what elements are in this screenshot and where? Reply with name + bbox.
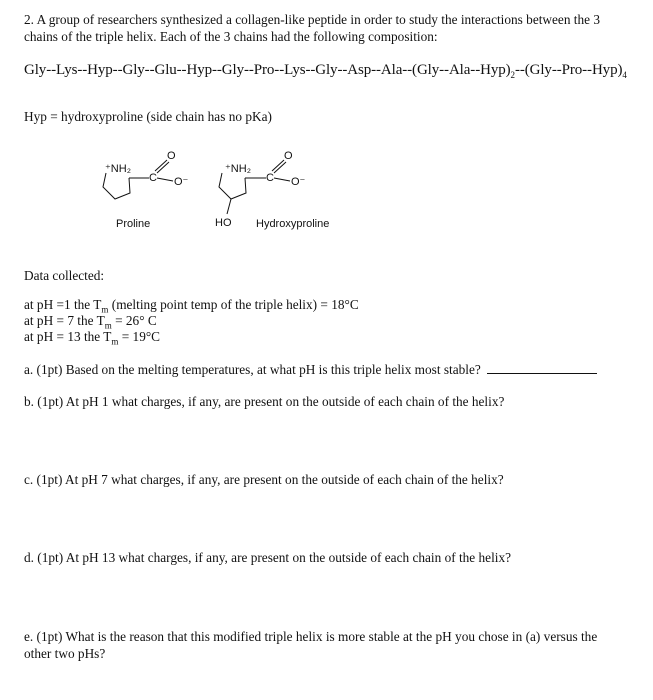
proline-oxygen-top: O [167,150,176,162]
hydroxyproline-oxygen-minus: O⁻ [291,176,306,188]
question-b: b. (1pt) At pH 1 what charges, if any, are present on the outside of each chain of the helix? [24,394,505,409]
hydroxyproline-carbon: C [266,172,274,184]
question-a-text: a. (1pt) Based on the melting temperatures, at what pH is this triple helix most stable? [24,362,481,377]
hydroxyproline-hydroxyl: HO [215,217,232,229]
proline-name: Proline [116,218,151,230]
hydroxyproline-name: Hydroxyproline [256,218,330,230]
sequence-subscript-1: 2 [510,70,515,80]
hydroxyproline-bond-oh [227,199,231,214]
data-line-ph13-post: = 19°C [118,329,161,344]
sequence-part-1: Gly--Lys--Hyp--Gly--Glu--Hyp--Gly--Pro--Lys--Gly--Asp--Ala--(Gly--Ala--Hyp) [24,62,511,78]
hydroxyproline-oxygen-top: O [284,150,293,162]
data-line-ph1-sub: m [101,304,109,315]
proline-amine: ⁺NH₂ [105,163,131,175]
peptide-sequence [24,62,627,80]
question-c: c. (1pt) At pH 7 what charges, if any, are present on the outside of each chain of the helix? [24,472,504,487]
hyp-definition: Hyp = hydroxyproline (side chain has no pKa) [24,109,272,124]
data-line-ph7-sub: m [104,320,112,331]
hydroxyproline-ring [219,173,246,199]
problem-intro: 2. A group of researchers synthesized a collagen-like peptide in order to study the interactions between the 3 chains of the triple helix. Each of the 3 chains had the following composition: [24,12,601,44]
question-d: d. (1pt) At pH 13 what charges, if any, are present on the outside of each chain of the helix? [24,550,512,565]
question-e: e. (1pt) What is the reason that this modified triple helix is more stable at the pH you chose in (a) versus the other two pHs? [24,629,598,661]
proline-ring [103,173,130,199]
answer-blank-a[interactable] [487,362,597,374]
data-line-ph1-pre: at pH =1 the T [24,297,102,312]
data-line-ph13 [24,329,160,350]
proline-carbon: C [149,172,157,184]
proline-bond-c-ominus [157,178,173,181]
hydroxyproline-bond-c-ominus [274,178,290,181]
question-a [24,362,624,379]
sequence-subscript-2: 4 [622,70,627,80]
data-line-ph7-post: = 26° C [111,313,157,328]
sequence-part-2: --(Gly--Pro--Hyp) [514,62,623,78]
data-line-ph7-pre: at pH = 7 the T [24,313,105,328]
proline-oxygen-minus: O⁻ [174,176,189,188]
data-heading: Data collected: [24,268,105,283]
structures-figure [98,148,348,238]
hydroxyproline-amine: ⁺NH₂ [225,163,251,175]
data-line-ph13-pre: at pH = 13 the T [24,329,112,344]
data-line-ph13-sub: m [111,336,119,347]
data-line-ph1-post: (melting point temp of the triple helix) = 18°C [108,297,359,312]
